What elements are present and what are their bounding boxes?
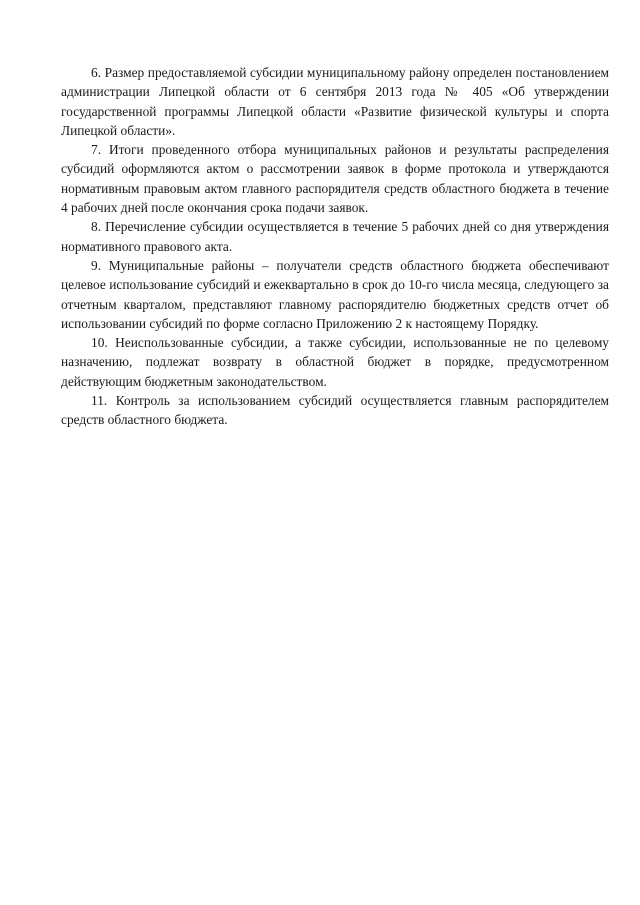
document-body [61,63,609,430]
paragraph-10: 10. Неиспользованные субсидии, а также субсидии, использованные не по целевому назначению, подлежат возврату в областной бюджет в порядке, предусмотренном действующим бюджетным законодательством. [61,335,609,389]
paragraph-7: 7. Итоги проведенного отбора муниципальных районов и результаты распределения субсидий оформляются актом о рассмотрении заявок в форме протокола и утверждаются нормативным правовым актом главного распорядителя средств областного бюджета в течение 4 рабочих дней после окончания срока подачи заявок. [61,142,609,216]
paragraph-9: 9. Муниципальные районы – получатели средств областного бюджета обеспечивают целевое использование субсидий и ежеквартально в срок до 10-го числа месяца, следующего за отчетным кварталом, представляют главному распорядителю бюджетных средств отчет об использовании субсидий по форме согласно Приложению 2 к настоящему Порядку. [61,257,609,331]
paragraph-6: 6. Размер предоставляемой субсидии муниципальному району определен постановлением администрации Липецкой области от 6 сентября 2013 года № 405 «Об утверждении государственной программы Липецкой области «Развитие физической культуры и спорта Липецкой области». [61,65,609,138]
paragraph-11: 11. Контроль за использованием субсидий осуществляется главным распорядителем средств областного бюджета. [61,393,609,428]
paragraph-8: 8. Перечисление субсидии осуществляется в течение 5 рабочих дней со дня утверждения нормативного правового акта. [61,219,609,254]
